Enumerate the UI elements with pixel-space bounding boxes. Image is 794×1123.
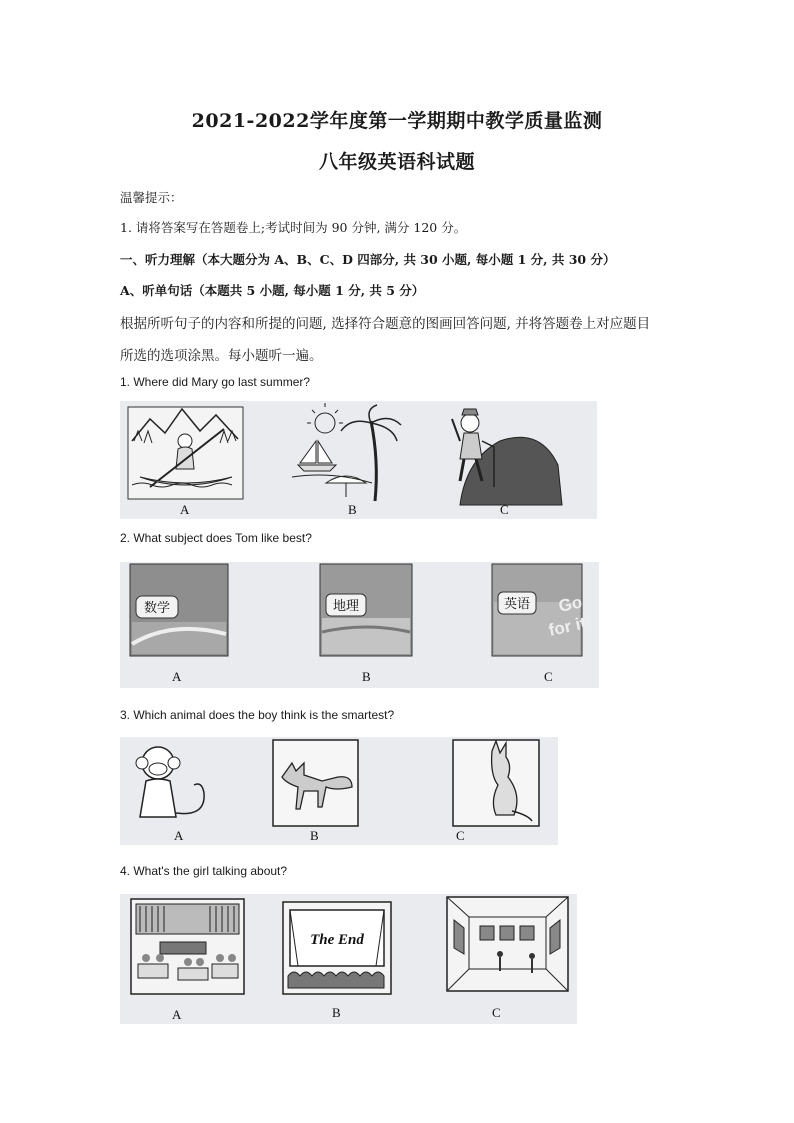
q3-option-b: B: [310, 828, 319, 843]
q1-option-c: C: [500, 502, 509, 517]
tips-item-1: 1. 请将答案写在答题卷上;考试时间为 90 分钟, 满分 120 分。: [120, 220, 467, 235]
q4-option-b: B: [332, 1005, 341, 1020]
question-3-text: 3. Which animal does the boy think is the smartest?: [120, 708, 395, 722]
question-1-options: [120, 401, 597, 519]
q2-option-b: B: [362, 669, 371, 684]
q3-option-a: A: [174, 828, 184, 843]
instruction-line-1: 根据所听句子的内容和所提的问题, 选择符合题意的图画回答问题, 并将答题卷上对应题目: [120, 316, 651, 332]
hiking-icon: [452, 409, 562, 505]
geography-book-title: 地理: [332, 599, 360, 614]
instruction-line-2: 所选的选项涂黑。每小题听一遍。: [120, 348, 323, 364]
q1-option-a: A: [180, 502, 190, 517]
section-heading: 一、听力理解（本大题分为 A、B、C、D 四部分, 共 30 小题, 每小题 1 分, 共 30 分）: [120, 252, 616, 267]
kangaroo-icon: [453, 740, 539, 826]
question-2-options: [120, 562, 599, 688]
tips-heading: 温馨提示：: [120, 190, 183, 205]
math-book-icon: [130, 564, 228, 656]
exam-subtitle: 八年级英语科试题: [318, 151, 475, 173]
library-icon: [131, 899, 244, 994]
kayaking-icon: [128, 407, 243, 499]
svg-text:Go: Go: [556, 592, 584, 616]
q1-option-b: B: [348, 502, 357, 517]
question-4-text: 4. What's the girl talking about?: [120, 864, 288, 878]
geography-book-icon: [320, 564, 412, 656]
q4-option-a: A: [172, 1007, 182, 1022]
q2-option-c: C: [544, 669, 553, 684]
question-4-options: [120, 894, 577, 1024]
screen-text: The End: [310, 932, 364, 948]
gallery-icon: [447, 897, 568, 991]
math-book-title: 数学: [143, 601, 171, 616]
english-book-icon: [492, 564, 593, 656]
monkey-icon: [136, 747, 204, 817]
english-book-title: 英语: [503, 597, 531, 612]
fox-icon: [273, 740, 358, 826]
q4-option-c: C: [492, 1005, 501, 1020]
q3-option-c: C: [456, 828, 465, 843]
cinema-icon: [283, 902, 391, 994]
question-2-text: 2. What subject does Tom like best?: [120, 531, 312, 545]
part-a-heading: A、听单句话（本题共 5 小题, 每小题 1 分, 共 5 分）: [120, 283, 425, 298]
q2-option-a: A: [172, 669, 182, 684]
exam-title: 2021-2022学年度第一学期期中教学质量监测: [191, 110, 603, 132]
beach-icon: [292, 403, 401, 501]
question-3-options: [120, 737, 558, 845]
svg-text:for it!: for it!: [546, 612, 594, 640]
question-1-text: 1. Where did Mary go last summer?: [120, 375, 311, 389]
